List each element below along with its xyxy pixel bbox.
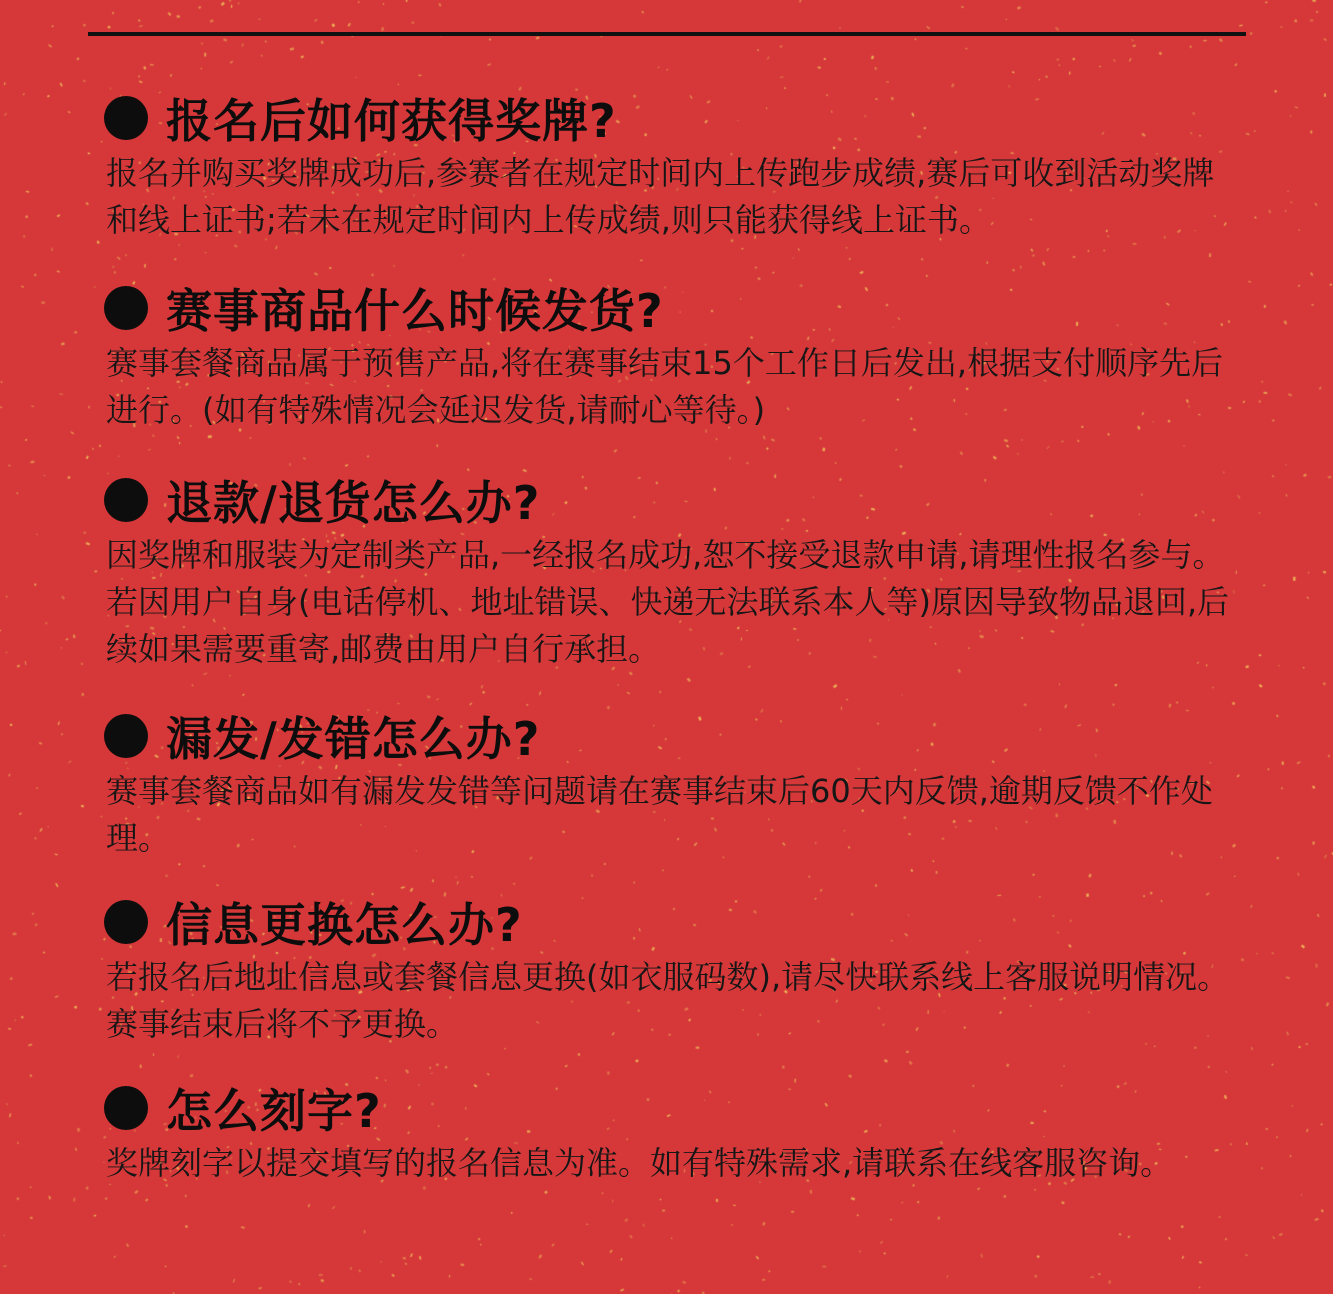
faq-item-missing-items xyxy=(104,708,1244,862)
faq-answer: 若报名后地址信息或套餐信息更换(如衣服码数),请尽快联系线上客服说明情况。赛事结束后将不予更换。 xyxy=(106,958,1230,1043)
faq-answer: 赛事套餐商品属于预售产品,将在赛事结束15个工作日后发出,根据支付顺序先后进行。(如有特殊情况会延迟发货,请耐心等待。) xyxy=(106,344,1224,429)
faq-question xyxy=(104,708,1244,764)
faq-question xyxy=(104,280,1244,336)
faq-item-shipping xyxy=(104,280,1244,434)
bullet-icon xyxy=(104,1086,148,1130)
faq-question xyxy=(104,472,1244,528)
bullet-icon xyxy=(104,900,148,944)
faq-question-text: 信息更换怎么办? xyxy=(166,898,523,952)
faq-question-text: 赛事商品什么时候发货? xyxy=(166,284,664,338)
faq-item-engraving xyxy=(104,1080,1244,1187)
bullet-icon xyxy=(104,96,148,140)
faq-item-info-change xyxy=(104,894,1244,1048)
bullet-icon xyxy=(104,478,148,522)
bullet-icon xyxy=(104,286,148,330)
faq-item-refund xyxy=(104,472,1244,673)
faq-question-text: 怎么刻字? xyxy=(166,1084,382,1138)
faq-question xyxy=(104,90,1244,146)
faq-answer: 报名并购买奖牌成功后,参赛者在规定时间内上传跑步成绩,赛后可收到活动奖牌和线上证书;若未在规定时间内上传成绩,则只能获得线上证书。 xyxy=(106,154,1215,239)
faq-answer: 奖牌刻字以提交填写的报名信息为准。如有特殊需求,请联系在线客服咨询。 xyxy=(106,1144,1173,1182)
faq-question-text: 漏发/发错怎么办? xyxy=(166,712,541,766)
faq-question-text: 退款/退货怎么办? xyxy=(166,476,541,530)
faq-answer: 因奖牌和服装为定制类产品,一经报名成功,恕不接受退款申请,请理性报名参与。若因用户自身(电话停机、地址错误、快递无法联系本人等)原因导致物品退回,后续如果需要重寄,邮费由用户自行承担。 xyxy=(106,536,1230,668)
faq-item-medal xyxy=(104,90,1244,244)
bullet-icon xyxy=(104,714,148,758)
faq-question xyxy=(104,894,1244,950)
faq-question-text: 报名后如何获得奖牌? xyxy=(166,94,617,148)
faq-question xyxy=(104,1080,1244,1136)
faq-answer: 赛事套餐商品如有漏发发错等问题请在赛事结束后60天内反馈,逾期反馈不作处理。 xyxy=(106,772,1213,857)
top-divider xyxy=(88,32,1246,36)
